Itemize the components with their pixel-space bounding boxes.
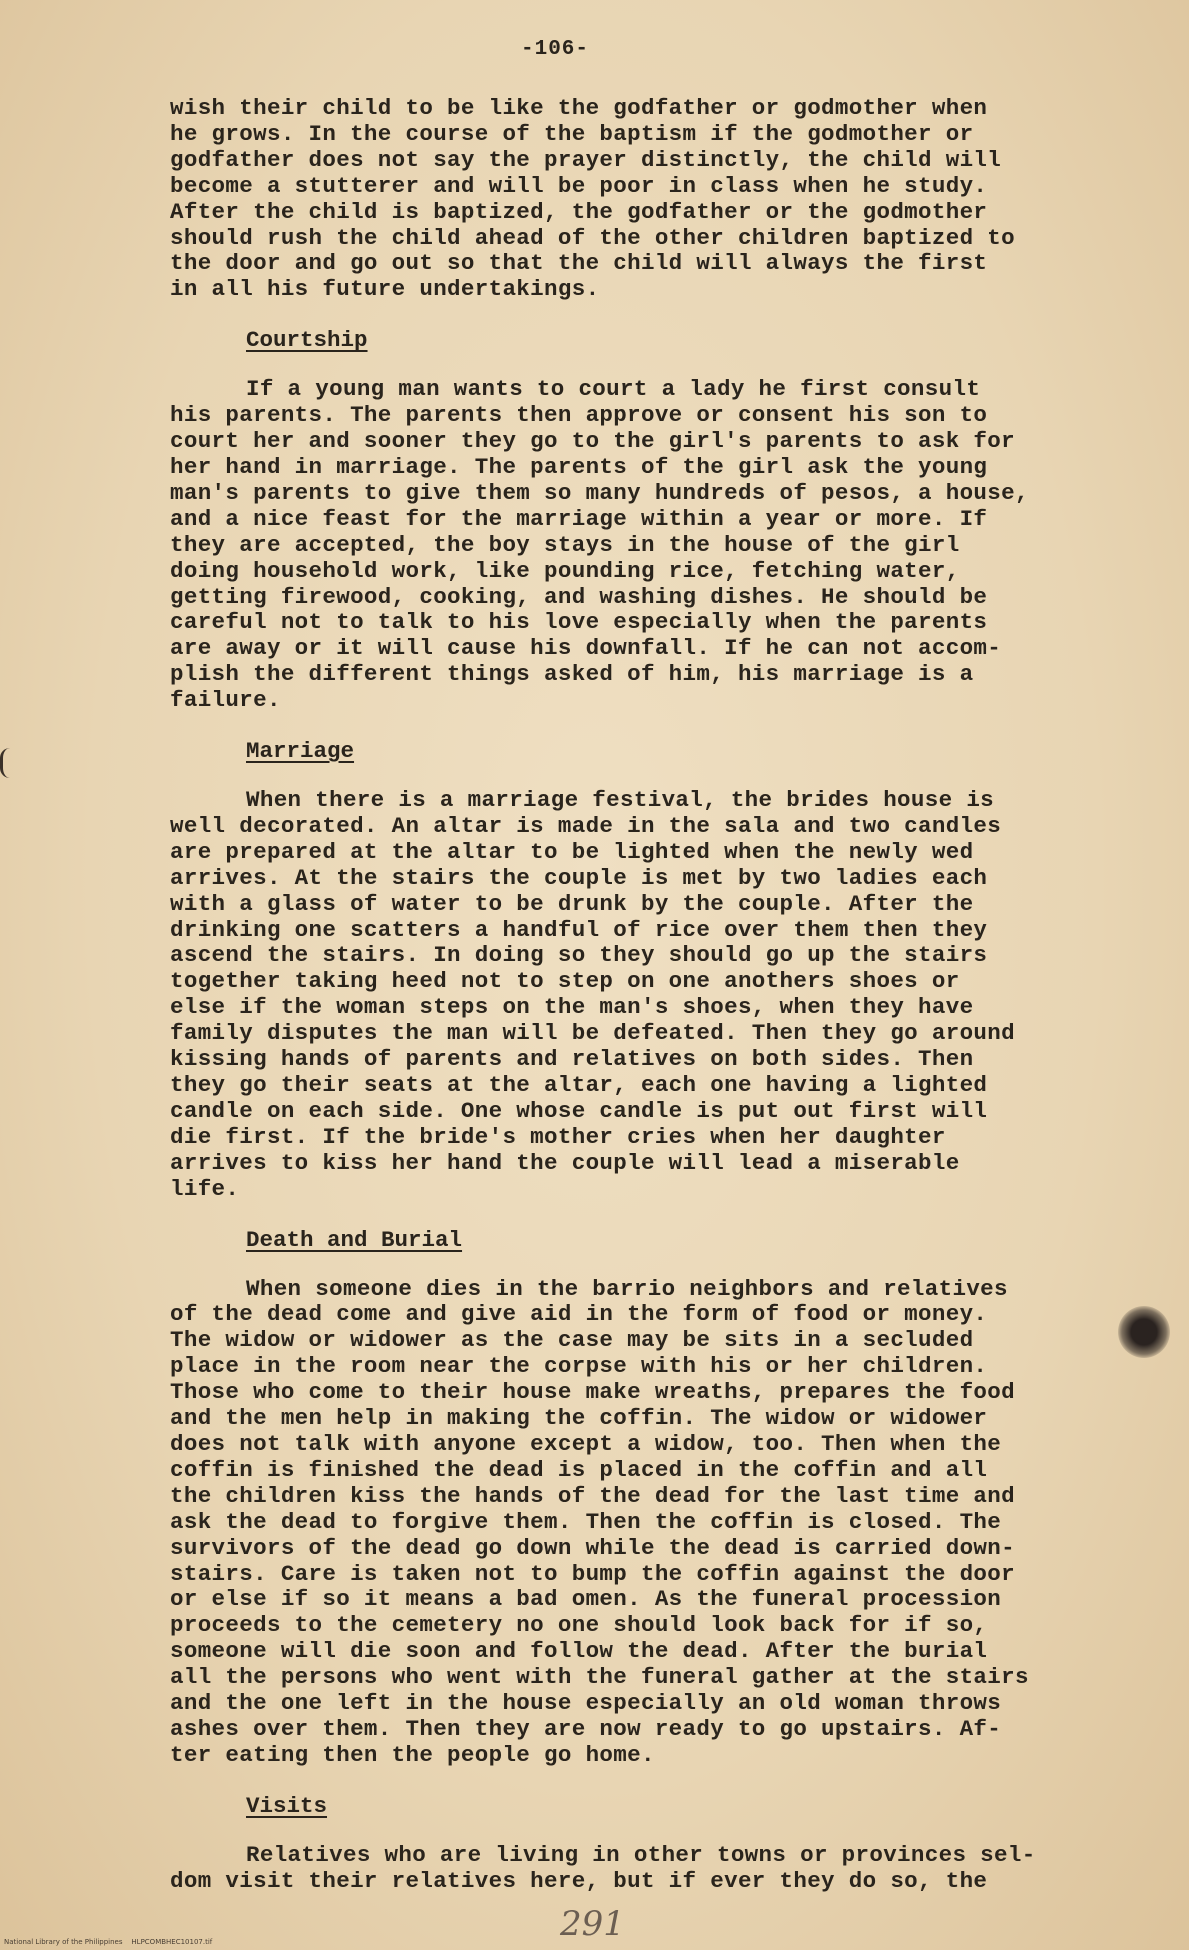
section-heading-marriage: Marriage bbox=[246, 738, 355, 765]
text-line: die first. If the bride's mother cries when her daughter bbox=[170, 1123, 946, 1150]
text-line: life. bbox=[170, 1175, 240, 1202]
text-line: ashes over them. Then they are now ready to go upstairs. Af- bbox=[170, 1715, 1002, 1742]
text-line: When someone dies in the barrio neighbors and relatives bbox=[246, 1275, 1008, 1302]
text-line: well decorated. An altar is made in the sala and two candles bbox=[170, 812, 1002, 839]
text-line: and the one left in the house especially an old woman throws bbox=[170, 1690, 1002, 1717]
text-line: does not talk with anyone except a widow, too. Then when the bbox=[170, 1430, 1002, 1457]
text-line: Relatives who are living in other towns or provinces sel- bbox=[246, 1841, 1036, 1868]
intro-paragraph bbox=[170, 96, 1130, 303]
text-line: dom visit their relatives here, but if ever they do so, the bbox=[170, 1867, 988, 1894]
text-line: are away or it will cause his downfall. If he can not accom- bbox=[170, 635, 1002, 662]
text-line: together taking heed not to step on one anothers shoes or bbox=[170, 968, 960, 995]
text-line: her hand in marriage. The parents of the girl ask the young bbox=[170, 453, 988, 480]
text-line: he grows. In the course of the baptism if the godmother or bbox=[170, 120, 974, 147]
text-line: If a young man wants to court a lady he first consult bbox=[246, 376, 981, 403]
visits-paragraph bbox=[170, 1843, 1130, 1895]
text-line: survivors of the dead go down while the dead is carried down- bbox=[170, 1534, 1015, 1561]
text-line: with a glass of water to be drunk by the couple. After the bbox=[170, 890, 974, 917]
text-line: kissing hands of parents and relatives on both sides. Then bbox=[170, 1046, 974, 1073]
text-line: man's parents to give them so many hundreds of pesos, a house, bbox=[170, 479, 1029, 506]
text-line: coffin is finished the dead is placed in the coffin and all bbox=[170, 1456, 988, 1483]
text-line: place in the room near the corpse with his or her children. bbox=[170, 1353, 988, 1380]
text-line: and a nice feast for the marriage within a year or more. If bbox=[170, 505, 988, 532]
text-line: become a stutterer and will be poor in class when he study. bbox=[170, 172, 988, 199]
text-line: failure. bbox=[170, 687, 281, 714]
text-line: getting firewood, cooking, and washing dishes. He should be bbox=[170, 583, 988, 610]
text-line: the door and go out so that the child will always the first bbox=[170, 250, 988, 277]
document-body bbox=[170, 96, 1130, 1895]
text-line: and the men help in making the coffin. The widow or widower bbox=[170, 1405, 988, 1432]
text-line: ask the dead to forgive them. Then the coffin is closed. The bbox=[170, 1508, 1002, 1535]
handwritten-page-number: 291 bbox=[560, 1904, 625, 1944]
text-line: or else if so it means a bad omen. As the funeral procession bbox=[170, 1586, 1002, 1613]
text-line: The widow or widower as the case may be sits in a secluded bbox=[170, 1327, 974, 1354]
text-line: wish their child to be like the godfather or godmother when bbox=[170, 95, 988, 121]
text-line: doing household work, like pounding rice, fetching water, bbox=[170, 557, 960, 584]
text-line: arrives. At the stairs the couple is met by two ladies each bbox=[170, 864, 988, 891]
section-heading-courtship: Courtship bbox=[246, 327, 368, 354]
text-line: careful not to talk to his love especially when the parents bbox=[170, 609, 988, 636]
archive-label: National Library of the Philippines bbox=[4, 1938, 123, 1946]
ink-blot-mark bbox=[1118, 1306, 1170, 1358]
text-line: family disputes the man will be defeated. Then they go around bbox=[170, 1020, 1015, 1047]
page-number: -106- bbox=[520, 38, 589, 61]
text-line: stairs. Care is taken not to bump the coffin against the door bbox=[170, 1560, 1015, 1587]
text-line: When there is a marriage festival, the brides house is bbox=[246, 787, 995, 814]
text-line: should rush the child ahead of the other children baptized to bbox=[170, 224, 1015, 251]
archive-footer bbox=[4, 1938, 212, 1946]
text-line: After the child is baptized, the godfather or the godmother bbox=[170, 198, 988, 225]
section-heading-visits: Visits bbox=[246, 1792, 328, 1819]
text-line: his parents. The parents then approve or consent his son to bbox=[170, 402, 988, 429]
text-line: in all his future undertakings. bbox=[170, 276, 600, 303]
text-line: ter eating then the people go home. bbox=[170, 1741, 655, 1768]
text-line: drinking one scatters a handful of rice over them then they bbox=[170, 916, 988, 943]
marriage-paragraph bbox=[170, 788, 1130, 1203]
text-line: candle on each side. One whose candle is put out first will bbox=[170, 1097, 988, 1124]
text-line: someone will die soon and follow the dead. After the burial bbox=[170, 1638, 988, 1665]
file-id: HLPCOMBHEC10107.tif bbox=[131, 1938, 213, 1946]
text-line: they go their seats at the altar, each one having a lighted bbox=[170, 1072, 988, 1098]
text-line: they are accepted, the boy stays in the house of the girl bbox=[170, 531, 960, 558]
text-line: else if the woman steps on the man's shoes, when they have bbox=[170, 994, 974, 1021]
text-line: of the dead come and give aid in the form of food or money. bbox=[170, 1301, 988, 1328]
text-line: all the persons who went with the funeral gather at the stairs bbox=[170, 1664, 1029, 1691]
page-edge-mark bbox=[0, 748, 17, 778]
text-line: plish the different things asked of him, his marriage is a bbox=[170, 661, 974, 688]
text-line: proceeds to the cemetery no one should look back for if so, bbox=[170, 1612, 988, 1639]
text-line: Those who come to their house make wreaths, prepares the food bbox=[170, 1379, 1015, 1406]
courtship-paragraph bbox=[170, 377, 1130, 714]
text-line: ascend the stairs. In doing so they should go up the stairs bbox=[170, 942, 988, 969]
text-line: arrives to kiss her hand the couple will lead a miserable bbox=[170, 1149, 960, 1176]
section-heading-death-and-burial: Death and Burial bbox=[246, 1226, 463, 1253]
death-and-burial-paragraph bbox=[170, 1277, 1130, 1769]
text-line: godfather does not say the prayer distinctly, the child will bbox=[170, 146, 1002, 173]
text-line: are prepared at the altar to be lighted when the newly wed bbox=[170, 838, 974, 865]
text-line: the children kiss the hands of the dead for the last time and bbox=[170, 1482, 1015, 1509]
text-line: court her and sooner they go to the girl's parents to ask for bbox=[170, 428, 1015, 455]
